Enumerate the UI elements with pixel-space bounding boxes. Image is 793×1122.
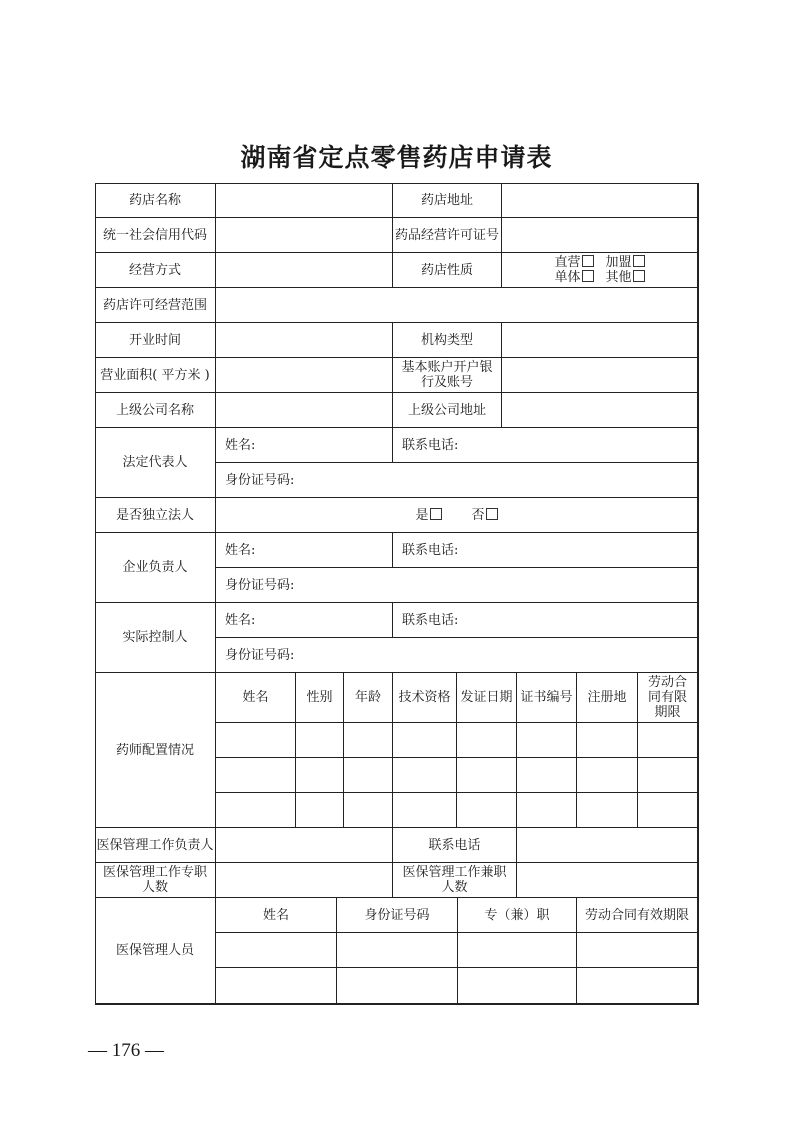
- enterprise-head-id-field[interactable]: 身份证号码:: [216, 568, 698, 603]
- pharmacist-cell[interactable]: [296, 758, 344, 793]
- legal-rep-label: 法定代表人: [95, 428, 216, 498]
- parent-name-field[interactable]: [216, 393, 393, 428]
- store-name-label: 药店名称: [95, 183, 216, 218]
- medins-staff-header: 专（兼）职: [458, 898, 577, 933]
- checkbox-franchise[interactable]: [633, 255, 645, 267]
- option-label: 直营: [554, 255, 581, 270]
- pharmacist-cell[interactable]: [344, 758, 393, 793]
- medins-staff-cell[interactable]: [458, 968, 577, 1004]
- pharmacist-header: 技术资格: [393, 673, 457, 723]
- text-line: 基本账户开户银: [401, 360, 493, 375]
- open-date-label: 开业时间: [95, 323, 216, 358]
- option-yes[interactable]: [415, 508, 441, 523]
- checkbox-direct[interactable]: [582, 255, 594, 267]
- parent-address-label: 上级公司地址: [393, 393, 502, 428]
- pharmacist-cell[interactable]: [457, 723, 517, 758]
- pharmacist-cell[interactable]: [517, 758, 577, 793]
- pharmacist-cell[interactable]: [517, 723, 577, 758]
- checkbox-single[interactable]: [582, 270, 594, 282]
- medins-staff-cell[interactable]: [216, 933, 337, 968]
- option-label: 加盟: [605, 255, 632, 270]
- license-scope-field[interactable]: [216, 288, 698, 323]
- pharmacist-header: 发证日期: [457, 673, 517, 723]
- text-line: 劳动合: [647, 675, 687, 690]
- parent-address-field[interactable]: [502, 393, 698, 428]
- option-label: 是: [415, 507, 429, 523]
- medins-staff-cell[interactable]: [337, 968, 458, 1004]
- pharmacist-cell[interactable]: [638, 793, 698, 828]
- option-label: 其他: [605, 270, 632, 285]
- pharmacist-cell[interactable]: [296, 793, 344, 828]
- pharmacist-cell[interactable]: [393, 758, 457, 793]
- pharmacist-cell[interactable]: [216, 723, 296, 758]
- pharmacist-cell[interactable]: [577, 793, 638, 828]
- text-line: 人数: [141, 880, 168, 895]
- pharmacist-header: 性别: [296, 673, 344, 723]
- medins-staff-header: 劳动合同有效期限: [577, 898, 698, 933]
- option-label: 否: [471, 507, 485, 523]
- independent-options: [216, 498, 698, 533]
- medins-staff-cell[interactable]: [577, 968, 698, 1004]
- medins-phone-field[interactable]: [517, 828, 698, 863]
- medins-parttime-label: [393, 863, 517, 898]
- drug-license-field[interactable]: [502, 218, 698, 253]
- pharmacist-cell[interactable]: [457, 793, 517, 828]
- pharmacist-cell[interactable]: [344, 793, 393, 828]
- bank-account-field[interactable]: [502, 358, 698, 393]
- credit-code-field[interactable]: [216, 218, 393, 253]
- pharmacist-header: [638, 673, 698, 723]
- pharmacist-cell[interactable]: [296, 723, 344, 758]
- medins-head-field[interactable]: [216, 828, 393, 863]
- bank-account-label: [393, 358, 502, 393]
- checkbox-other[interactable]: [633, 270, 645, 282]
- medins-fulltime-field[interactable]: [216, 863, 393, 898]
- medins-phone-label: 联系电话: [393, 828, 517, 863]
- pharmacist-header: 年龄: [344, 673, 393, 723]
- medins-staff-label: 医保管理人员: [95, 898, 216, 1004]
- store-name-field[interactable]: [216, 183, 393, 218]
- pharmacist-cell[interactable]: [638, 758, 698, 793]
- area-field[interactable]: [216, 358, 393, 393]
- page-number: — 176 —: [88, 1040, 164, 1061]
- pharmacist-header: 证书编号: [517, 673, 577, 723]
- medins-staff-cell[interactable]: [337, 933, 458, 968]
- text-line: 人数: [441, 880, 468, 895]
- actual-controller-label: 实际控制人: [95, 603, 216, 673]
- parent-name-label: 上级公司名称: [95, 393, 216, 428]
- org-type-field[interactable]: [502, 323, 698, 358]
- option-no[interactable]: [472, 508, 498, 523]
- option-direct[interactable]: [554, 255, 593, 270]
- pharmacist-header: 注册地: [577, 673, 638, 723]
- store-nature-label: 药店性质: [393, 253, 502, 288]
- text-line: 同有限: [647, 690, 687, 705]
- enterprise-head-phone-field[interactable]: 联系电话:: [393, 533, 698, 568]
- legal-rep-id-field[interactable]: 身份证号码:: [216, 463, 698, 498]
- enterprise-head-name-field[interactable]: 姓名:: [216, 533, 393, 568]
- license-scope-label: 药店许可经营范围: [95, 288, 216, 323]
- area-label: 营业面积( 平方米 ): [95, 358, 216, 393]
- medins-head-label: 医保管理工作负责人: [95, 828, 216, 863]
- store-nature-options: [502, 253, 698, 288]
- pharmacist-cell[interactable]: [216, 793, 296, 828]
- form-title: 湖南省定点零售药店申请表: [240, 143, 553, 172]
- option-label: 单体: [554, 270, 581, 285]
- pharmacist-cell[interactable]: [457, 758, 517, 793]
- business-mode-label: 经营方式: [95, 253, 216, 288]
- pharmacist-cell[interactable]: [638, 723, 698, 758]
- store-address-field[interactable]: [502, 183, 698, 218]
- pharmacist-cell[interactable]: [577, 758, 638, 793]
- option-single[interactable]: [554, 270, 593, 285]
- actual-controller-phone-field[interactable]: 联系电话:: [393, 603, 698, 638]
- medins-staff-cell[interactable]: [458, 933, 577, 968]
- checkbox-no[interactable]: [486, 508, 498, 520]
- business-mode-field[interactable]: [216, 253, 393, 288]
- option-franchise[interactable]: [606, 255, 645, 270]
- open-date-field[interactable]: [216, 323, 393, 358]
- text-line: 医保管理工作兼职: [402, 865, 507, 880]
- medins-fulltime-label: [95, 863, 216, 898]
- medins-parttime-field[interactable]: [517, 863, 698, 898]
- pharmacists-label: 药师配置情况: [95, 673, 216, 828]
- org-type-label: 机构类型: [393, 323, 502, 358]
- store-address-label: 药店地址: [393, 183, 502, 218]
- actual-controller-id-field[interactable]: 身份证号码:: [216, 638, 698, 673]
- legal-rep-phone-field[interactable]: 联系电话:: [393, 428, 698, 463]
- pharmacist-cell[interactable]: [216, 758, 296, 793]
- checkbox-yes[interactable]: [430, 508, 442, 520]
- credit-code-label: 统一社会信用代码: [95, 218, 216, 253]
- pharmacist-cell[interactable]: [577, 723, 638, 758]
- legal-rep-name-field[interactable]: 姓名:: [216, 428, 393, 463]
- pharmacist-cell[interactable]: [393, 793, 457, 828]
- medins-staff-header: 姓名: [216, 898, 337, 933]
- enterprise-head-label: 企业负责人: [95, 533, 216, 603]
- medins-staff-cell[interactable]: [216, 968, 337, 1004]
- text-line: 期限: [654, 705, 681, 720]
- independent-label: 是否独立法人: [95, 498, 216, 533]
- text-line: 医保管理工作专职: [102, 865, 207, 880]
- drug-license-label: 药品经营许可证号: [393, 218, 502, 253]
- pharmacist-cell[interactable]: [344, 723, 393, 758]
- pharmacist-cell[interactable]: [393, 723, 457, 758]
- actual-controller-name-field[interactable]: 姓名:: [216, 603, 393, 638]
- medins-staff-cell[interactable]: [577, 933, 698, 968]
- option-other[interactable]: [606, 270, 645, 285]
- medins-staff-header: 身份证号码: [337, 898, 458, 933]
- text-line: 行及账号: [420, 375, 473, 390]
- pharmacist-cell[interactable]: [517, 793, 577, 828]
- pharmacist-header: 姓名: [216, 673, 296, 723]
